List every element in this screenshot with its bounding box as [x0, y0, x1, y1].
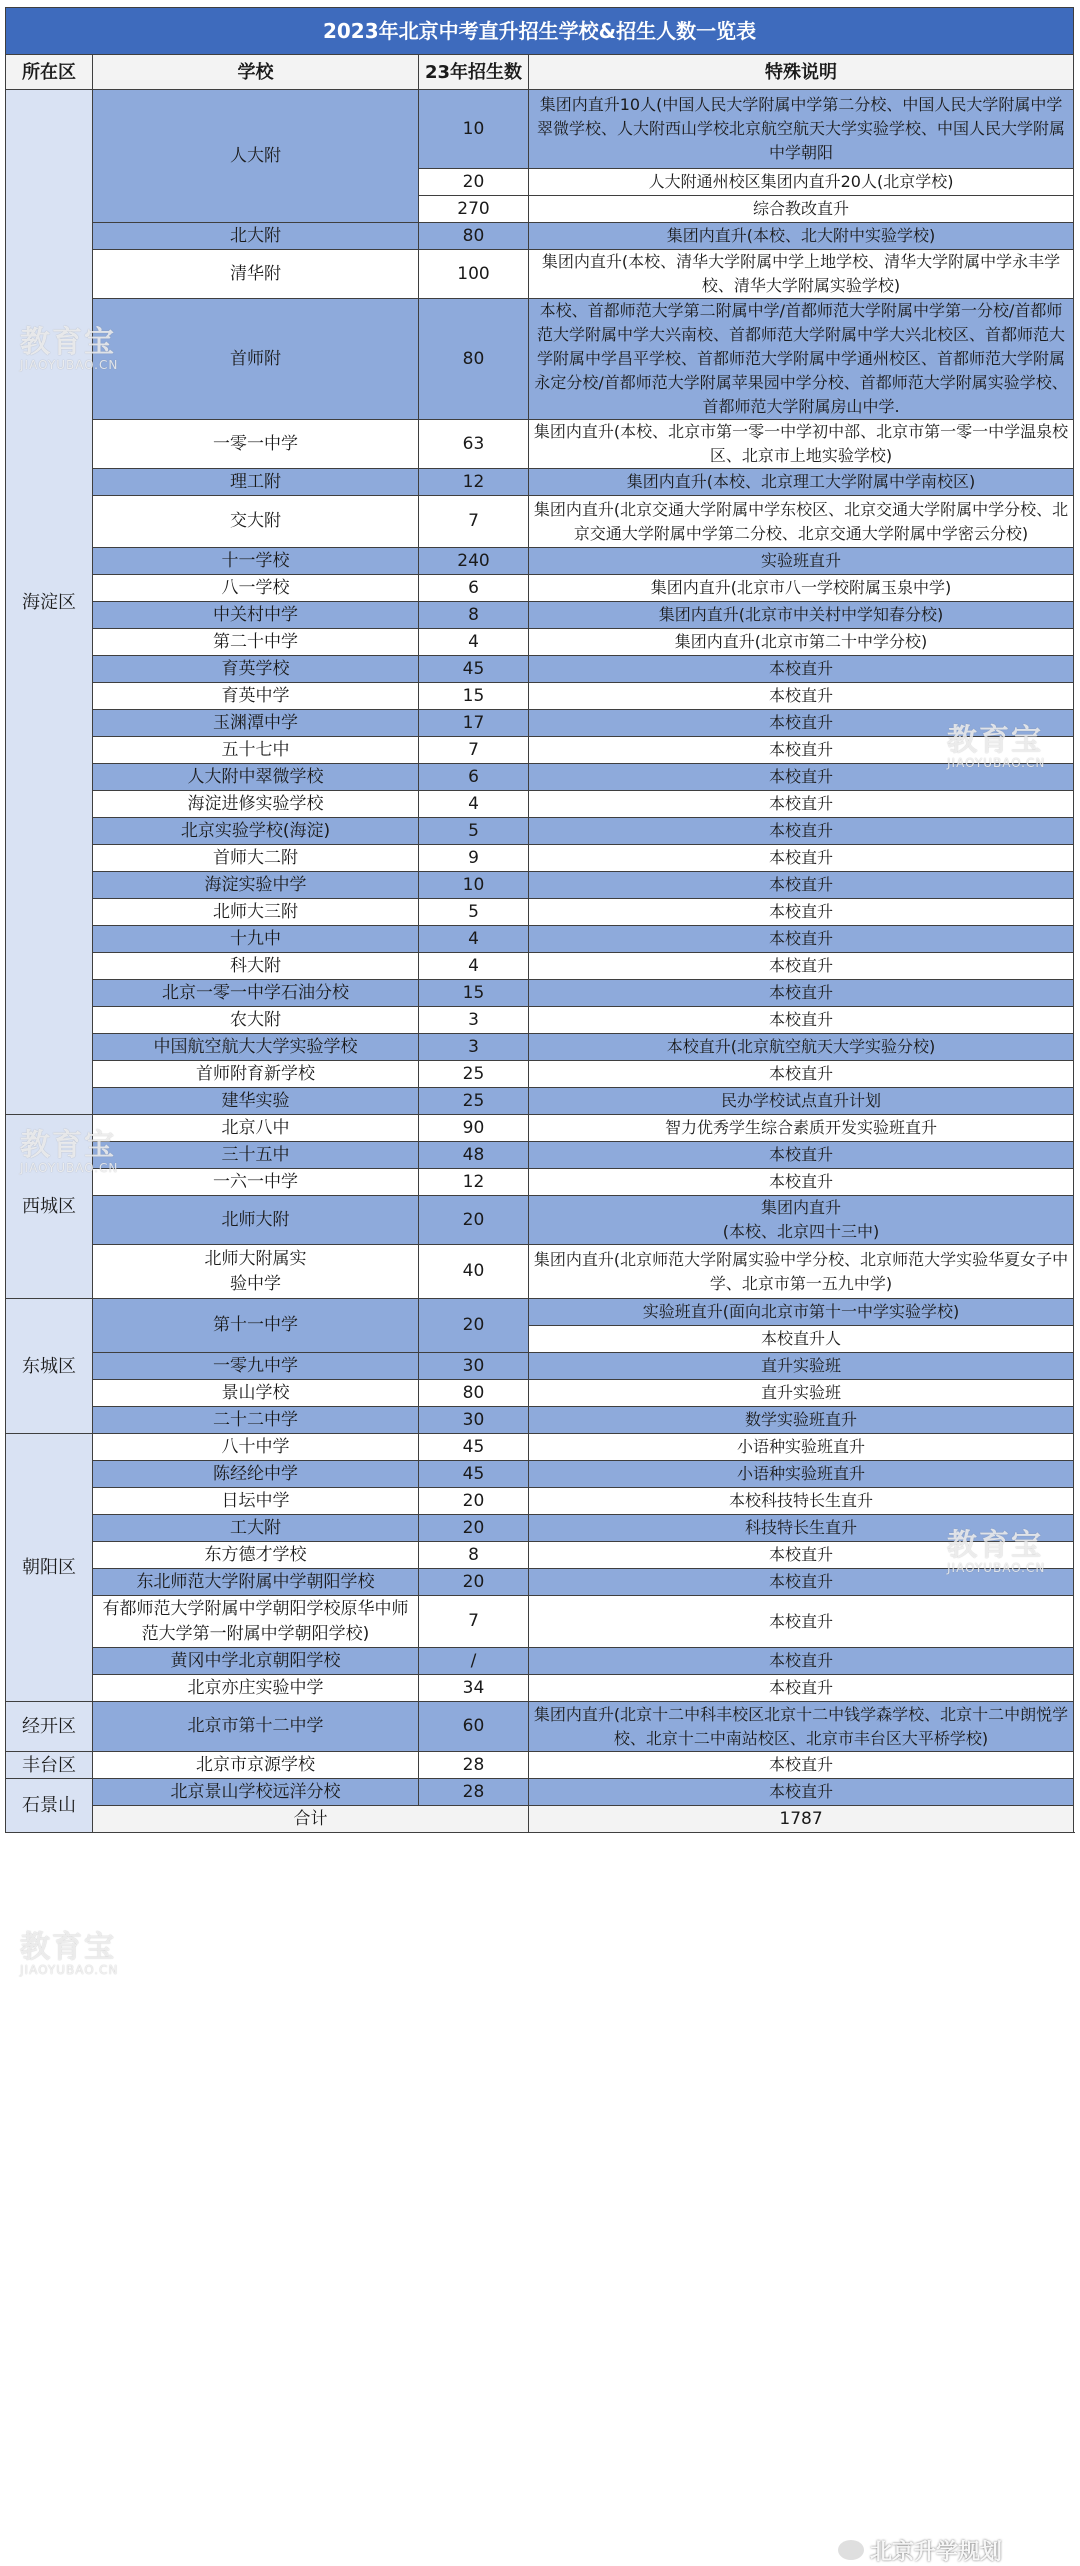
count-cell: 63 [419, 420, 529, 469]
note-cell: 集团内直升(北京师范大学附属实验中学分校、北京师范大学实验华夏女子中学、北京市第一五九中学) [529, 1245, 1074, 1299]
count-cell: 100 [419, 250, 529, 299]
table-row [6, 1169, 1074, 1196]
table-row [6, 250, 1074, 299]
school-cell: 景山学校 [93, 1380, 419, 1407]
count-cell: 10 [419, 872, 529, 899]
note-cell: 本校直升 [529, 764, 1074, 791]
district-cell: 丰台区 [6, 1752, 93, 1779]
count-cell: 8 [419, 602, 529, 629]
school-cell: 十一学校 [93, 548, 419, 575]
school-cell: 东方德才学校 [93, 1542, 419, 1569]
table-row [6, 845, 1074, 872]
note-cell: 本校直升 [529, 710, 1074, 737]
count-cell: 34 [419, 1675, 529, 1702]
table-row [6, 1702, 1074, 1752]
count-cell: 5 [419, 818, 529, 845]
table-row [6, 1596, 1074, 1648]
school-cell: 工大附 [93, 1515, 419, 1542]
table-row [6, 1061, 1074, 1088]
count-cell: 20 [419, 1569, 529, 1596]
note-cell: 人大附通州校区集团内直升20人(北京学校) [529, 169, 1074, 196]
note-cell: 本校直升 [529, 926, 1074, 953]
school-cell: 科大附 [93, 953, 419, 980]
table-row [6, 1675, 1074, 1702]
count-cell: 45 [419, 656, 529, 683]
count-cell: 25 [419, 1061, 529, 1088]
table-row [6, 602, 1074, 629]
count-cell: 20 [419, 1299, 529, 1353]
school-cell: 一六一中学 [93, 1169, 419, 1196]
header-school: 学校 [93, 55, 419, 90]
table-row [6, 1779, 1074, 1806]
count-cell: 60 [419, 1702, 529, 1752]
note-cell: 小语种实验班直升 [529, 1461, 1074, 1488]
note-cell: 集团内直升(本校、北京理工大学附属中学南校区) [529, 469, 1074, 496]
note-cell: 本校直升 [529, 1779, 1074, 1806]
district-cell: 海淀区 [6, 90, 93, 1115]
table-row [6, 496, 1074, 548]
header-district: 所在区 [6, 55, 93, 90]
school-cell: 北师大附属实 验中学 [93, 1245, 419, 1299]
note-cell: 本校科技特长生直升 [529, 1488, 1074, 1515]
school-cell: 北京景山学校远洋分校 [93, 1779, 419, 1806]
table-row [6, 1142, 1074, 1169]
table-row [6, 710, 1074, 737]
watermark: 教育宝 JIAOYUBAO.CN [20, 325, 119, 372]
count-cell: 30 [419, 1353, 529, 1380]
table-row [6, 1088, 1074, 1115]
note-cell: 本校直升 [529, 818, 1074, 845]
school-cell: 黄冈中学北京朝阳学校 [93, 1648, 419, 1675]
count-cell: 7 [419, 496, 529, 548]
note-cell: 综合教改直升 [529, 196, 1074, 223]
count-cell: 28 [419, 1779, 529, 1806]
note-cell: 本校直升(北京航空航天大学实验分校) [529, 1034, 1074, 1061]
school-cell: 北京实验学校(海淀) [93, 818, 419, 845]
table-row [6, 1488, 1074, 1515]
district-cell: 经开区 [6, 1702, 93, 1752]
count-cell: 28 [419, 1752, 529, 1779]
school-cell: 一零一中学 [93, 420, 419, 469]
count-cell: 7 [419, 1596, 529, 1648]
note-cell: 集团内直升(北京十二中科丰校区北京十二中钱学森学校、北京十二中朗悦学校、北京十二中南站校区、北京市丰台区大平桥学校) [529, 1702, 1074, 1752]
count-cell: 4 [419, 926, 529, 953]
count-cell: 8 [419, 1542, 529, 1569]
count-cell: 25 [419, 1088, 529, 1115]
table-row [6, 299, 1074, 420]
note-cell: 集团内直升 (本校、北京四十三中) [529, 1196, 1074, 1245]
count-cell: 3 [419, 1007, 529, 1034]
count-cell: 4 [419, 629, 529, 656]
table-row [6, 818, 1074, 845]
table-row [6, 872, 1074, 899]
count-cell: 80 [419, 223, 529, 250]
school-cell: 中关村中学 [93, 602, 419, 629]
school-cell: 第二十中学 [93, 629, 419, 656]
school-cell: 五十七中 [93, 737, 419, 764]
school-cell: 北京亦庄实验中学 [93, 1675, 419, 1702]
note-cell: 本校直升 [529, 1596, 1074, 1648]
count-cell: 7 [419, 737, 529, 764]
school-cell: 育英中学 [93, 683, 419, 710]
count-cell: 15 [419, 980, 529, 1007]
table-row [6, 223, 1074, 250]
school-cell: 北京市第十二中学 [93, 1702, 419, 1752]
note-cell: 民办学校试点直升计划 [529, 1088, 1074, 1115]
table-row [6, 683, 1074, 710]
table-row [6, 953, 1074, 980]
note-cell: 本校直升 [529, 656, 1074, 683]
school-cell: 首师大二附 [93, 845, 419, 872]
school-cell: 东北师范大学附属中学朝阳学校 [93, 1569, 419, 1596]
table-row [6, 548, 1074, 575]
count-cell: 240 [419, 548, 529, 575]
count-cell: 20 [419, 1196, 529, 1245]
district-cell: 东城区 [6, 1299, 93, 1434]
note-cell: 小语种实验班直升 [529, 1434, 1074, 1461]
note-cell: 集团内直升(北京市八一学校附属玉泉中学) [529, 575, 1074, 602]
count-cell: 3 [419, 1034, 529, 1061]
count-cell: 17 [419, 710, 529, 737]
note-cell: 实验班直升(面向北京市第十一中学实验学校) [529, 1299, 1074, 1326]
note-cell: 本校直升 [529, 1542, 1074, 1569]
school-cell: 第十一中学 [93, 1299, 419, 1353]
count-cell: 20 [419, 1488, 529, 1515]
count-cell: 40 [419, 1245, 529, 1299]
table-row [6, 1196, 1074, 1245]
table-row [6, 1115, 1074, 1142]
count-cell: 12 [419, 1169, 529, 1196]
count-cell: 30 [419, 1407, 529, 1434]
table-row [6, 1434, 1074, 1461]
count-cell: 9 [419, 845, 529, 872]
total-value: 1787 [529, 1806, 1074, 1833]
table-row [6, 1752, 1074, 1779]
count-cell: 4 [419, 791, 529, 818]
count-cell: 80 [419, 299, 529, 420]
school-cell: 二十二中学 [93, 1407, 419, 1434]
watermark: 教育宝 JIAOYUBAO.CN [947, 1528, 1046, 1575]
table-row [6, 899, 1074, 926]
district-cell: 朝阳区 [6, 1434, 93, 1702]
school-cell: 中国航空航大大学实验学校 [93, 1034, 419, 1061]
note-cell: 直升实验班 [529, 1353, 1074, 1380]
count-cell: 4 [419, 953, 529, 980]
school-cell: 北京一零一中学石油分校 [93, 980, 419, 1007]
count-cell: 48 [419, 1142, 529, 1169]
note-cell: 数学实验班直升 [529, 1407, 1074, 1434]
note-cell: 本校直升人 [529, 1326, 1074, 1353]
count-cell: 5 [419, 899, 529, 926]
note-cell: 集团内直升(本校、清华大学附属中学上地学校、清华大学附属中学永丰学校、清华大学附属实验学校) [529, 250, 1074, 299]
school-cell: 理工附 [93, 469, 419, 496]
school-cell: 育英学校 [93, 656, 419, 683]
brand-text: 北京升学规划 [870, 2539, 1003, 2565]
note-cell: 集团内直升(北京市中关村中学知春分校) [529, 602, 1074, 629]
note-cell: 本校直升 [529, 737, 1074, 764]
school-cell: 首师附育新学校 [93, 1061, 419, 1088]
school-cell: 日坛中学 [93, 1488, 419, 1515]
school-cell: 北大附 [93, 223, 419, 250]
table-row [6, 629, 1074, 656]
note-cell: 集团内直升(北京市第二十中学分校) [529, 629, 1074, 656]
count-cell: 270 [419, 196, 529, 223]
note-cell: 集团内直升10人(中国人民大学附属中学第二分校、中国人民大学附属中学翠微学校、人大附西山学校北京航空航天大学实验学校、中国人民大学附属中学朝阳 [529, 90, 1074, 169]
school-cell: 建华实验 [93, 1088, 419, 1115]
table-row [6, 1569, 1074, 1596]
note-cell: 本校直升 [529, 1648, 1074, 1675]
count-cell: 12 [419, 469, 529, 496]
school-cell: 北师大三附 [93, 899, 419, 926]
table-row [6, 926, 1074, 953]
table-row [6, 737, 1074, 764]
count-cell: 6 [419, 764, 529, 791]
school-cell: 交大附 [93, 496, 419, 548]
watermark: 教育宝 JIAOYUBAO.CN [947, 723, 1046, 770]
table-row [6, 980, 1074, 1007]
district-cell: 石景山 [6, 1779, 93, 1833]
note-cell: 智力优秀学生综合素质开发实验班直升 [529, 1115, 1074, 1142]
note-cell: 本校直升 [529, 1169, 1074, 1196]
header-note: 特殊说明 [529, 55, 1074, 90]
table-row [6, 1407, 1074, 1434]
school-cell: 首师附 [93, 299, 419, 420]
count-cell: 45 [419, 1434, 529, 1461]
count-cell: / [419, 1648, 529, 1675]
school-cell: 北京八中 [93, 1115, 419, 1142]
school-cell: 北京市京源学校 [93, 1752, 419, 1779]
note-cell: 本校直升 [529, 1061, 1074, 1088]
school-cell: 清华附 [93, 250, 419, 299]
table-row [6, 575, 1074, 602]
table-row [6, 764, 1074, 791]
table-row [6, 656, 1074, 683]
school-cell: 有都师范大学附属中学朝阳学校原华中师范大学第一附属中学朝阳学校) [93, 1596, 419, 1648]
table-row [6, 1542, 1074, 1569]
table-row [6, 1007, 1074, 1034]
note-cell: 直升实验班 [529, 1380, 1074, 1407]
total-label: 合计 [93, 1806, 529, 1833]
note-cell: 本校直升 [529, 1752, 1074, 1779]
table-row [6, 90, 1074, 169]
note-cell: 本校直升 [529, 1007, 1074, 1034]
count-cell: 6 [419, 575, 529, 602]
school-cell: 八一学校 [93, 575, 419, 602]
table-row [6, 469, 1074, 496]
note-cell: 实验班直升 [529, 548, 1074, 575]
note-cell: 本校直升 [529, 845, 1074, 872]
school-cell: 北师大附 [93, 1196, 419, 1245]
table-title: 2023年北京中考直升招生学校&招生人数一览表 [6, 8, 1074, 55]
count-cell: 20 [419, 169, 529, 196]
note-cell: 本校直升 [529, 791, 1074, 818]
table-row [6, 420, 1074, 469]
district-cell: 西城区 [6, 1115, 93, 1299]
count-cell: 15 [419, 683, 529, 710]
school-cell: 一零九中学 [93, 1353, 419, 1380]
wechat-icon [838, 2540, 864, 2560]
table-row [6, 1353, 1074, 1380]
school-cell: 玉渊潭中学 [93, 710, 419, 737]
note-cell: 本校直升 [529, 980, 1074, 1007]
admission-table [5, 7, 1074, 1833]
brand-mark [838, 2538, 1078, 2565]
note-cell: 本校直升 [529, 1569, 1074, 1596]
note-cell: 本校直升 [529, 683, 1074, 710]
table-row [6, 1380, 1074, 1407]
note-cell: 本校直升 [529, 953, 1074, 980]
total-row [6, 1806, 1074, 1833]
note-cell: 集团内直升(北京交通大学附属中学东校区、北京交通大学附属中学分校、北京交通大学附属中学第二分校、北京交通大学附属中学密云分校) [529, 496, 1074, 548]
watermark: 教育宝 JIAOYUBAO.CN [20, 1128, 119, 1175]
note-cell: 集团内直升(本校、北京市第一零一中学初中部、北京市第一零一中学温泉校区、北京市上地实验学校) [529, 420, 1074, 469]
header-count: 23年招生数 [419, 55, 529, 90]
table-row [6, 791, 1074, 818]
school-cell: 三十五中 [93, 1142, 419, 1169]
school-cell: 海淀进修实验学校 [93, 791, 419, 818]
school-cell: 海淀实验中学 [93, 872, 419, 899]
table-row [6, 1034, 1074, 1061]
note-cell: 本校、首都师范大学第二附属中学/首都师范大学附属中学第一分校/首都师范大学附属中学大兴南校、首都师范大学附属中学大兴北校区、首都师范大学附属中学昌平学校、首都师范大学附属中学通州校区、首都师范大学附属永定分校/首都师范大学附属苹果园中学分校、首都师范大学附属实验学校、首都师范大学附属房山中学. [529, 299, 1074, 420]
watermark: 教育宝 JIAOYUBAO.CN [20, 1930, 119, 1977]
note-cell: 本校直升 [529, 1142, 1074, 1169]
table-row [6, 1299, 1074, 1326]
note-cell: 本校直升 [529, 899, 1074, 926]
school-cell: 八十中学 [93, 1434, 419, 1461]
school-cell: 十九中 [93, 926, 419, 953]
count-cell: 90 [419, 1115, 529, 1142]
school-cell: 人大附中翠微学校 [93, 764, 419, 791]
school-cell: 陈经纶中学 [93, 1461, 419, 1488]
note-cell: 集团内直升(本校、北大附中实验学校) [529, 223, 1074, 250]
school-cell: 人大附 [93, 90, 419, 223]
count-cell: 10 [419, 90, 529, 169]
table-row [6, 1245, 1074, 1299]
table-row [6, 1515, 1074, 1542]
note-cell: 科技特长生直升 [529, 1515, 1074, 1542]
count-cell: 80 [419, 1380, 529, 1407]
note-cell: 本校直升 [529, 872, 1074, 899]
school-cell: 农大附 [93, 1007, 419, 1034]
table-row [6, 1461, 1074, 1488]
note-cell: 本校直升 [529, 1675, 1074, 1702]
table-row [6, 1648, 1074, 1675]
count-cell: 20 [419, 1515, 529, 1542]
count-cell: 45 [419, 1461, 529, 1488]
